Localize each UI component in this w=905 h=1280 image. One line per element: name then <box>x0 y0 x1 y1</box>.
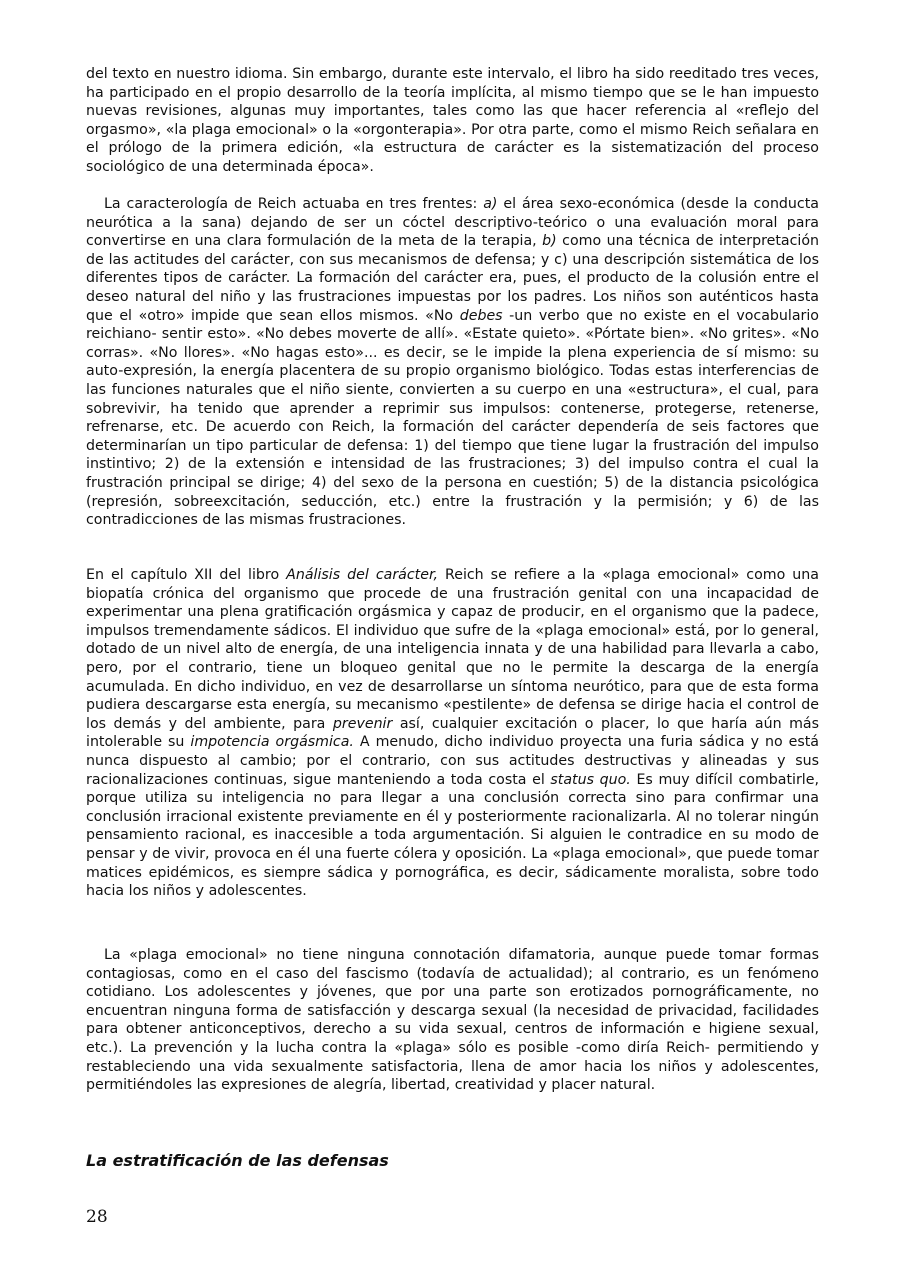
paragraph-1 <box>86 65 819 177</box>
paragraph-2 <box>86 195 819 530</box>
italic-text: impotencia orgásmica. <box>190 734 354 751</box>
text-run: el área sexo-económica (desde la conducta neurótica a la sana) dejando de ser un cóctel descriptivo-teórico o una evaluación moral para convertirse en una clara formulación de la meta de la terapia, <box>86 196 819 250</box>
section-heading: La estratificación de las defensas <box>86 1151 389 1170</box>
italic-text: debes <box>459 307 503 324</box>
text-run: A menudo, dicho individuo proyecta una furia sádica y no está nunca dispuesto al cambio; por el contrario, con sus actitudes destructivas y alineadas y sus racionalizaciones continuas, sigue manteniendo a toda costa el <box>86 734 819 788</box>
text-run: Es muy difícil combatirle, porque utiliza su inteligencia no para llegar a una conclusión correcta sino para confirmar una conclusión irracional existente previamente en él y posteriormente racionalizarla. Al no tolerar ningún pensamiento racional, es inaccesible a toda argumentación. Si alguien le contradice en su modo de pensar y de vivir, provoca en él una fuerte cólera y oposición. La «plaga emocional», que puede tomar matices epidémicos, es siempre sádica y pornográfica, es decir, sádicamente moralista, sobre todo hacia los niños y adolescentes. <box>86 771 819 900</box>
paragraph-3 <box>86 566 819 901</box>
italic-text: b) <box>542 233 557 250</box>
italic-text: a) <box>483 196 498 212</box>
text-run: del texto en nuestro idioma. Sin embargo, durante este intervalo, el libro ha sido reeditado tres veces, ha participado en el propio desarrollo de la teoría implícita, al mismo tiempo que se le han impuesto nuevas revisiones, algunas muy importantes, tales como las que hacer referencia al «reflejo del orgasmo», «la plaga emocional» o la «orgonterapia». Por otra parte, como el mismo Reich señalara en el prólogo de la primera edición, «la estructura de carácter es la sistematización del proceso sociológico de una determinada época». <box>86 66 819 175</box>
italic-text: status quo. <box>550 771 631 788</box>
paragraph-4 <box>86 946 819 1095</box>
text-run: -un verbo que no existe en el vocabulario reichiano- sentir esto». «No debes moverte de allí». «Estate quieto». «Pórtate bien». «No grites». «No corras». «No llores». «No hagas esto»... es decir, se le impide la plena experiencia de sí mismo: su auto-expresión, la energía placentera de su propio organismo biológico. Todas estas interferencias de las funciones naturales que el niño siente, convierten a su cuerpo en una «estructura», el cual, para sobrevivir, ha tenido que aprender a reprimir sus impulsos: contenerse, protegerse, retenerse, refrenarse, etc. De acuerdo con Reich, la formación del carácter dependería de seis factores que determinarían un tipo particular de defensa: 1) del tiempo que tiene lugar la frustración del impulso instintivo; 2) de la extensión e intensidad de las frustraciones; 3) del impulso contra el cual la frustración principal se dirige; 4) del sexo de la persona en cuestión; 5) de la distancia psicológica (represión, sobreexcitación, seducción, etc.) entre la frustración y la permisión; y 6) de las contradicciones de las mismas frustraciones. <box>86 307 819 529</box>
italic-text: prevenir <box>332 715 393 732</box>
page-number: 28 <box>86 1207 108 1227</box>
text-run: La «plaga emocional» no tiene ninguna connotación difamatoria, aunque puede tomar formas contagiosas, como en el caso del fascismo (todavía de actualidad); al contrario, es un fenómeno cotidiano. Los adolescentes y jóvenes, que por una parte son erotizados pornográficamente, no encuentran ninguna forma de satisfacción y descarga sexual (la necesidad de privacidad, facilidades para obtener anticonceptivos, derecho a su vida sexual, centros de información e higiene sexual, etc.). La prevención y la lucha contra la «plaga» sólo es posible -como diría Reich- permitiendo y restableciendo una vida sexualmente satisfactoria, llena de amor hacia los niños y adolescentes, permitiéndoles las expresiones de alegría, libertad, creatividad y placer natural. <box>86 947 819 1094</box>
text-run: como una técnica de interpretación de las actitudes del carácter, con sus mecanismos de defensa; y c) una descripción sistemática de los diferentes tipos de carácter. La formación del carácter era, pues, el producto de la colusión entre el deseo natural del niño y las frustraciones impuestas por los padres. Los niños son auténticos hasta que el «otro» impide que sean ellos mismos. «No <box>86 233 819 324</box>
text-run: En el capítulo XII del libro <box>86 567 287 583</box>
text-run: La caracterología de Reich actuaba en tres frentes: <box>104 196 484 212</box>
text-run: Reich se refiere a la «plaga emocional» como una biopatía crónica del organismo que procede de una frustración genital con una incapacidad de experimentar una plena gratificación orgásmica y capaz de producir, en el organismo que la padece, impulsos tremendamente sádicos. El individuo que sufre de la «plaga emocional» está, por lo general, dotado de un nivel alto de energía, de una inteligencia innata y de una habilidad para llevarla a cabo, pero, por el contrario, tiene un bloqueo genital que no le permite la descarga de la energía acumulada. En dicho individuo, en vez de desarrollarse un síntoma neurótico, para que de esta forma pudiera descargarse esta energía, su mecanismo «pestilente» de defensa se dirige hacia el control de los demás y del ambiente, para <box>86 567 819 732</box>
text-run: así, cualquier excitación o placer, lo que haría aún más intolerable su <box>86 715 820 751</box>
italic-text: Análisis del carácter, <box>286 567 438 583</box>
